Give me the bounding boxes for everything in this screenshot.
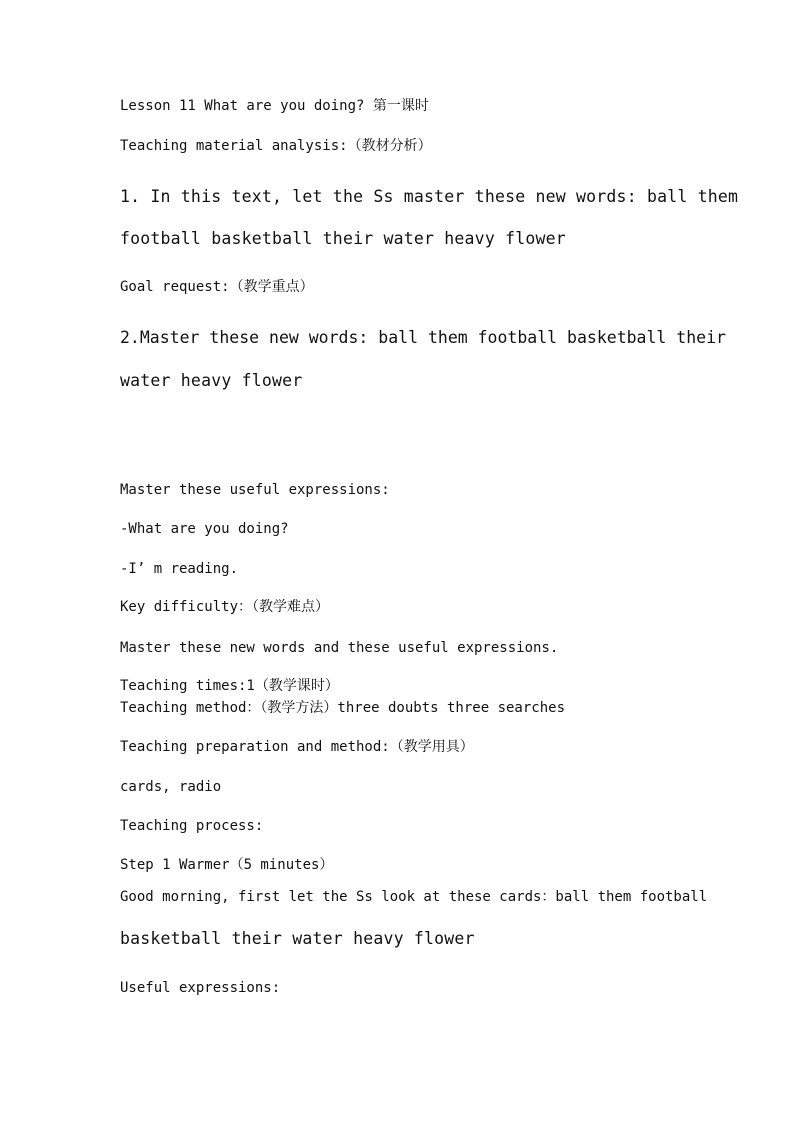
- preparation-items: cards, radio: [120, 779, 222, 795]
- step1-line1: Good morning, first let the Ss look at these cards：ball them football: [120, 889, 708, 905]
- difficulty-heading: Key difficulty：（教学难点）: [120, 599, 330, 615]
- point2-line2: water heavy flower: [120, 371, 303, 390]
- process-heading: Teaching process:: [120, 818, 264, 834]
- teaching-times: Teaching times:1（教学课时）: [120, 678, 339, 694]
- step1-line2: basketball their water heavy flower: [120, 929, 475, 948]
- expressions-heading: Master these useful expressions:: [120, 482, 390, 498]
- difficulty-text: Master these new words and these useful expressions.: [120, 640, 559, 656]
- expression-answer: -I’ m reading.: [120, 561, 239, 577]
- lesson-title: Lesson 11 What are you doing? 第一课时: [120, 98, 429, 114]
- goal-heading: Goal request:（教学重点）: [120, 279, 314, 295]
- teaching-method: Teaching method：（教学方法）three doubts three searches: [120, 700, 566, 716]
- point1-line2: football basketball their water heavy flower: [120, 229, 566, 248]
- material-analysis-heading: Teaching material analysis:（教材分析）: [120, 138, 432, 154]
- preparation-heading: Teaching preparation and method:（教学用具）: [120, 739, 474, 755]
- step1-heading: Step 1 Warmer（5 minutes）: [120, 857, 334, 873]
- useful-expressions-heading: Useful expressions:: [120, 980, 281, 996]
- expression-question: -What are you doing?: [120, 521, 289, 537]
- point2-line1: 2.Master these new words: ball them football basketball their: [120, 328, 726, 347]
- point1-line1: 1. In this text, let the Ss master these new words: ball them: [120, 187, 739, 206]
